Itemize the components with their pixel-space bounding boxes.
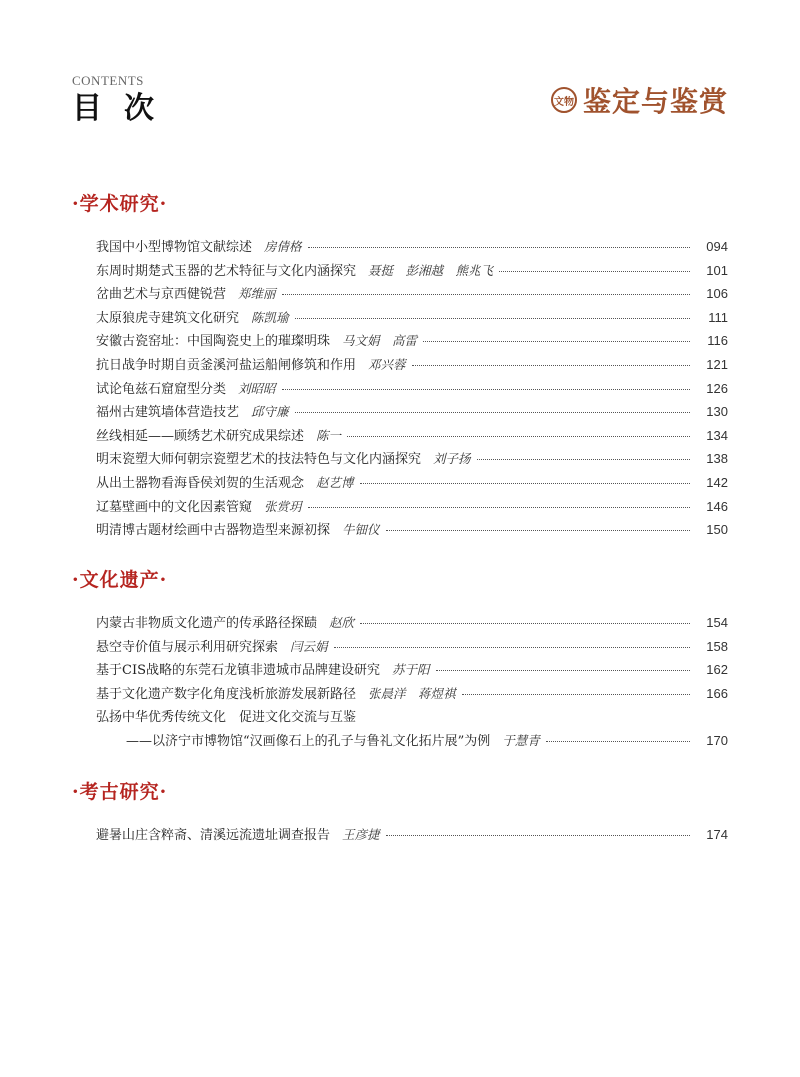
toc-item[interactable] [96, 354, 728, 378]
section-cultural-heritage [72, 568, 728, 754]
toc-leader-dots [360, 623, 690, 624]
toc-item-multiline[interactable] [96, 706, 728, 753]
page-title: 目次 [72, 91, 176, 126]
toc-item[interactable] [96, 683, 728, 707]
toc-leader-dots [295, 318, 690, 319]
toc-title: 避暑山庄含粹斋、清溪远流遗址调查报告 [96, 828, 331, 843]
journal-logo [551, 80, 728, 120]
toc-leader-dots [334, 647, 690, 648]
toc-page: 101 [706, 262, 728, 278]
toc-title: 悬空寺价值与展示利用研究探索 [96, 639, 279, 655]
page-header [72, 74, 176, 126]
toc-leader-dots [412, 365, 690, 366]
toc-item[interactable] [96, 236, 728, 260]
toc-author: 赵艺博 [316, 474, 354, 490]
toc-page: 166 [706, 685, 728, 701]
toc-item [96, 730, 728, 754]
toc-leader-dots [308, 247, 690, 248]
brand-seal-icon: 文物 [551, 87, 577, 113]
toc-page: 134 [706, 427, 728, 443]
toc-item[interactable] [96, 472, 728, 496]
section-heading: ·学术研究· [72, 193, 168, 215]
toc-item[interactable] [96, 659, 728, 683]
section-academic-research [72, 192, 728, 543]
toc-page: 170 [706, 732, 728, 748]
toc-page: 094 [706, 239, 728, 254]
toc-author: 郑维丽 [238, 286, 276, 302]
brand-name: 鉴定与鉴赏 [582, 85, 728, 118]
toc-page: 121 [706, 356, 728, 372]
toc-page: 150 [706, 522, 728, 538]
toc-item[interactable] [96, 519, 728, 543]
contents-label: CONTENTS [72, 73, 144, 88]
toc-leader-dots [360, 483, 690, 484]
toc-title: 从出土器物看海昏侯刘贺的生活观念 [96, 475, 305, 491]
toc-author: 闫云娟 [290, 638, 328, 654]
toc-leader-dots [347, 436, 690, 437]
toc-leader-dots [423, 341, 690, 342]
toc-item[interactable] [96, 283, 728, 307]
toc-page: 106 [706, 286, 728, 302]
toc-author: 张晨洋 蒋煜祺 [368, 685, 456, 701]
toc-title: 明末瓷塑大师何朝宗瓷塑艺术的技法特色与文化内涵探究 [96, 452, 422, 468]
toc-list [96, 612, 728, 706]
toc-author: 邱守廉 [251, 404, 289, 420]
toc-list [96, 824, 728, 848]
toc-leader-dots [499, 271, 690, 272]
toc-item[interactable] [96, 425, 728, 449]
toc-title-line2: ——以济宁市博物馆“汉画像石上的孔子与鲁礼文化拓片展”为例 [126, 733, 491, 749]
toc-author: 邓兴蓉 [368, 356, 406, 372]
toc-author: 王彦捷 [342, 827, 380, 842]
toc-item[interactable] [96, 378, 728, 402]
section-heading: ·文化遗产· [72, 569, 168, 591]
toc-item[interactable] [96, 448, 728, 472]
toc-leader-dots [295, 412, 690, 413]
toc-leader-dots [282, 389, 690, 390]
toc-page: 126 [706, 380, 728, 396]
toc-title: 基于文化遗产数字化角度浅析旅游发展新路径 [96, 686, 357, 702]
toc-item[interactable] [96, 496, 728, 520]
toc-title: 太原狼虎寺建筑文化研究 [96, 310, 240, 326]
toc-leader-dots [436, 670, 690, 671]
toc-leader-dots [462, 694, 690, 695]
toc-page: 116 [707, 333, 728, 349]
toc-author: 张赏玥 [264, 498, 302, 514]
section-heading: ·考古研究· [72, 781, 168, 803]
toc-page: 138 [706, 451, 728, 467]
toc-title: 岔曲艺术与京西健锐营 [96, 287, 227, 303]
toc-page: 111 [708, 309, 728, 325]
toc-leader-dots [386, 835, 690, 836]
toc-title: 辽墓壁画中的文化因素管窥 [96, 499, 253, 515]
toc-item[interactable] [96, 401, 728, 425]
toc-title: 内蒙古非物质文化遗产的传承路径探赜 [96, 616, 318, 631]
toc-list [96, 236, 728, 543]
toc-item[interactable] [96, 330, 728, 354]
toc-page: 162 [706, 662, 728, 678]
toc-title-line1: 弘扬中华优秀传统文化 促进文化交流与互鉴 [96, 710, 357, 726]
toc-author: 刘昭昭 [238, 380, 276, 396]
toc-page: 158 [706, 638, 728, 654]
toc-title: 试论龟兹石窟窟型分类 [96, 381, 227, 397]
toc-author: 聂挺 彭湘越 熊兆飞 [368, 262, 494, 278]
toc-leader-dots [308, 507, 690, 508]
toc-author: 赵欣 [329, 615, 355, 630]
toc-item[interactable] [96, 260, 728, 284]
toc-item[interactable] [96, 636, 728, 660]
toc-author: 陈一 [316, 427, 342, 443]
toc-page: 146 [706, 498, 728, 514]
toc-item[interactable] [96, 612, 728, 636]
toc-leader-dots [386, 530, 690, 531]
toc-title: 福州古建筑墙体营造技艺 [96, 405, 240, 421]
toc-page: 154 [706, 615, 728, 630]
section-archaeology [72, 780, 728, 848]
toc-author: 于慧青 [502, 732, 540, 748]
toc-author: 房倩格 [264, 239, 302, 254]
toc-page: 130 [706, 404, 728, 420]
toc-title: 丝线相延——顾绣艺术研究成果综述 [96, 428, 305, 444]
toc-title: 我国中小型博物馆文献综述 [96, 240, 253, 255]
toc-author: 刘子扬 [433, 451, 471, 467]
toc-author: 马文娟 高雷 [342, 333, 418, 349]
toc-title: 明清博古题材绘画中古器物造型来源初探 [96, 523, 331, 539]
toc-title: 东周时期楚式玉器的艺术特征与文化内涵探究 [96, 263, 357, 279]
toc-author: 苏于阳 [392, 662, 430, 678]
toc-title: 抗日战争时期自贡釜溪河盐运船闸修筑和作用 [96, 357, 357, 373]
toc-page: 174 [706, 827, 728, 842]
toc-leader-dots [282, 294, 690, 295]
toc-title: 安徽古瓷窑址：中国陶瓷史上的璀璨明珠 [96, 334, 331, 350]
toc-item[interactable] [96, 307, 728, 331]
toc-page: 142 [706, 474, 728, 490]
toc-author: 牛钿仪 [342, 522, 380, 538]
toc-author: 陈凯瑜 [251, 309, 289, 325]
toc-leader-dots [477, 459, 690, 460]
toc-title: 基于CIS战略的东莞石龙镇非遗城市品牌建设研究 [96, 663, 380, 679]
toc-leader-dots [546, 741, 690, 742]
toc-item[interactable] [96, 824, 728, 848]
